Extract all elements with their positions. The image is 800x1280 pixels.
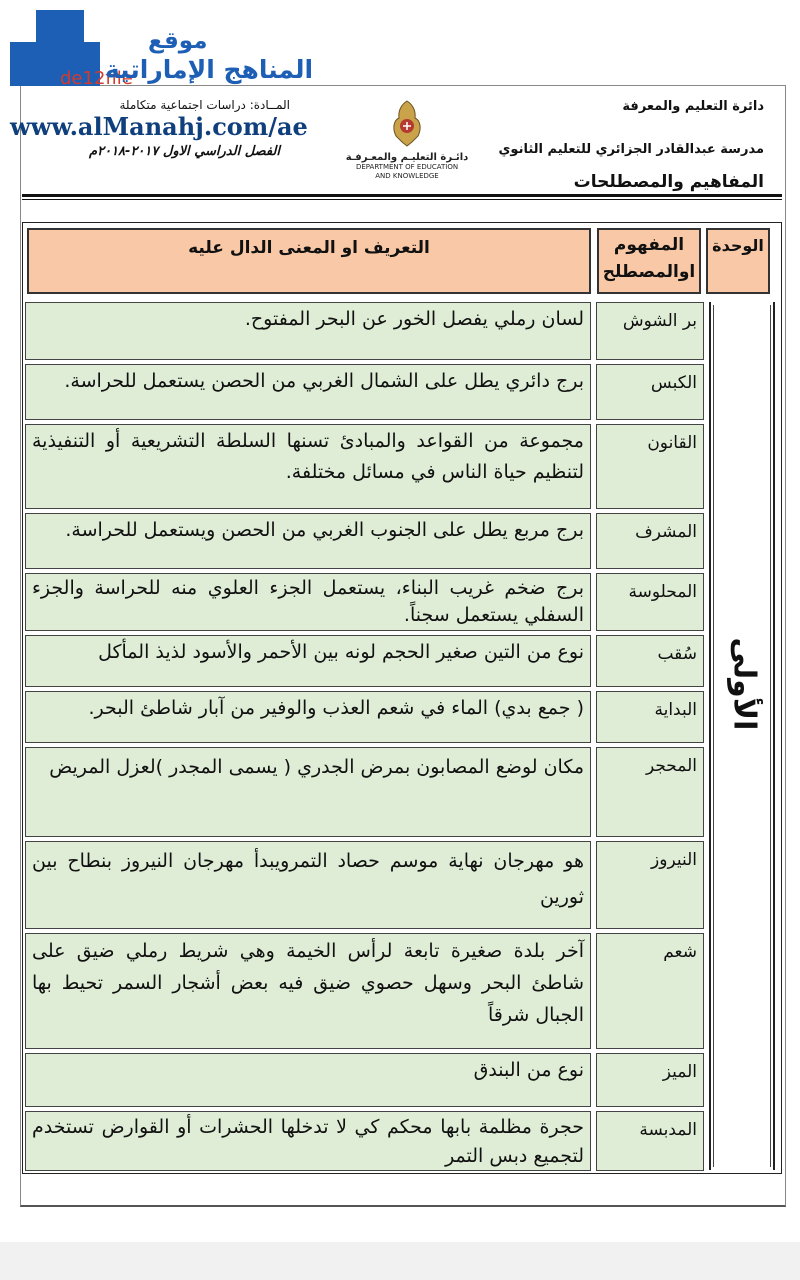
definition-text: هو مهرجان نهاية موسم حصاد التمرويبدأ مهرجان النيروز بنطاح بين ثورين <box>32 850 584 908</box>
term-text: القانون <box>647 433 697 453</box>
term-text: المشرف <box>635 522 697 542</box>
logo-arabic-text: دائـرة التعليـم والمعـرفـة <box>345 152 469 163</box>
semester-label: الفصل الدراسي الاول ٢٠١٧-٢٠١٨م <box>89 144 280 159</box>
definition-text: ( جمع بدي) الماء في شعم العذب والوفير من آبار شاطئ البحر. <box>88 697 584 719</box>
definition-text: لسان رملي يفصل الخور عن البحر المفتوح. <box>244 308 584 330</box>
table-row-definition <box>25 302 591 360</box>
falcon-emblem-icon <box>388 98 426 148</box>
school-name: مدرسة عبدالقادر الجزائري للتعليم الثانوي <box>498 142 764 157</box>
table-row-term <box>596 635 704 687</box>
header-definition: التعريف او المعنى الدال عليه <box>188 238 430 258</box>
table-row-term <box>596 513 704 569</box>
table-row-definition <box>25 513 591 569</box>
section-title: المفاهيم والمصطلحات <box>573 172 764 192</box>
table-row-definition <box>25 635 591 687</box>
term-text: البداية <box>654 700 697 720</box>
definition-text: مكان لوضع المصابون بمرض الجدري ( يسمى المجدر )لعزل المريض <box>49 756 584 778</box>
watermark-code: de12file <box>60 68 133 89</box>
header-term: المفهوم اوالمصطلح <box>602 235 696 282</box>
table-row-definition <box>25 1111 591 1171</box>
table-row-term <box>596 1111 704 1171</box>
definition-text: حجرة مظلمة بابها محكم كي لا تدخلها الحشرات أو القوارض تستخدم لتجميع دبس التمر <box>32 1116 584 1167</box>
header-definition-cell <box>27 228 591 294</box>
term-text: سُقب <box>657 644 697 664</box>
header-unit: الوحدة <box>712 236 764 255</box>
bottom-strip <box>0 1242 800 1280</box>
term-text: المحلوسة <box>628 582 697 602</box>
term-text: النيروز <box>651 850 697 870</box>
header-rule-thin <box>22 199 782 200</box>
header-rule-thick <box>22 194 782 197</box>
table-row-definition <box>25 424 591 509</box>
watermark-site-word: موقع <box>148 28 208 54</box>
department-name: دائرة التعليم والمعرفة <box>622 99 764 114</box>
logo-english-line-1: DEPARTMENT OF EDUCATION <box>355 163 459 171</box>
table-row-term <box>596 841 704 929</box>
definition-text: برج مربع يطل على الجنوب الغربي من الحصن ويستعمل للحراسة. <box>65 519 584 541</box>
table-row-term <box>596 691 704 743</box>
table-row-definition <box>25 691 591 743</box>
definition-text: برج دائري يطل على الشمال الغربي من الحصن يستعمل للحراسة. <box>64 370 584 392</box>
term-text: بر الشوش <box>622 311 697 331</box>
education-department-logo <box>337 98 477 181</box>
definition-text: برج ضخم غريب البناء، يستعمل الجزء العلوي منه للحراسة والجزء السفلي يستعمل سجناً. <box>32 577 584 626</box>
term-text: الكبس <box>650 373 697 393</box>
table-row-term <box>596 747 704 837</box>
table-row-definition <box>25 573 591 631</box>
table-row-term <box>596 1053 704 1107</box>
definition-text: آخر بلدة صغيرة تابعة لرأس الخيمة وهي شريط رملي ضيق على شاطئ البحر وسهل حصوي ضيق فيه بعض أشجار السمر تحيط بها الجبال شرقاً <box>32 940 584 1026</box>
logo-english-line-2: AND KNOWLEDGE <box>375 172 439 180</box>
term-text: المحجر <box>645 756 697 776</box>
header-term-cell <box>597 228 701 294</box>
term-text: الميز <box>662 1062 697 1082</box>
table-row-definition <box>25 747 591 837</box>
term-text: المدبسة <box>639 1120 697 1140</box>
unit-column-inner <box>713 305 771 1167</box>
table-row-definition <box>25 364 591 420</box>
watermark-site-name: المناهج الإماراتية <box>105 55 314 84</box>
definition-text: مجموعة من القواعد والمبادئ تسنها السلطة التشريعية أو التنفيذية لتنظيم حياة الناس في مسائل مختلفة. <box>32 430 584 483</box>
table-row-term <box>596 573 704 631</box>
definition-text: نوع من البندق <box>473 1059 584 1081</box>
watermark-url: www.alManahj.com/ae <box>10 112 308 141</box>
table-row-definition <box>25 841 591 929</box>
subject-label: المــادة: دراسات اجتماعية متكاملة <box>119 98 290 112</box>
table-row-definition <box>25 933 591 1049</box>
header-unit-cell <box>706 228 770 294</box>
table-row-term <box>596 364 704 420</box>
table-row-term <box>596 302 704 360</box>
table-row-term <box>596 424 704 509</box>
definition-text: نوع من التين صغير الحجم لونه بين الأحمر والأسود لذيذ المأكل <box>98 641 584 663</box>
unit-label: الأولى <box>726 637 762 731</box>
table-row-definition <box>25 1053 591 1107</box>
term-text: شعم <box>663 942 697 962</box>
table-row-term <box>596 933 704 1049</box>
